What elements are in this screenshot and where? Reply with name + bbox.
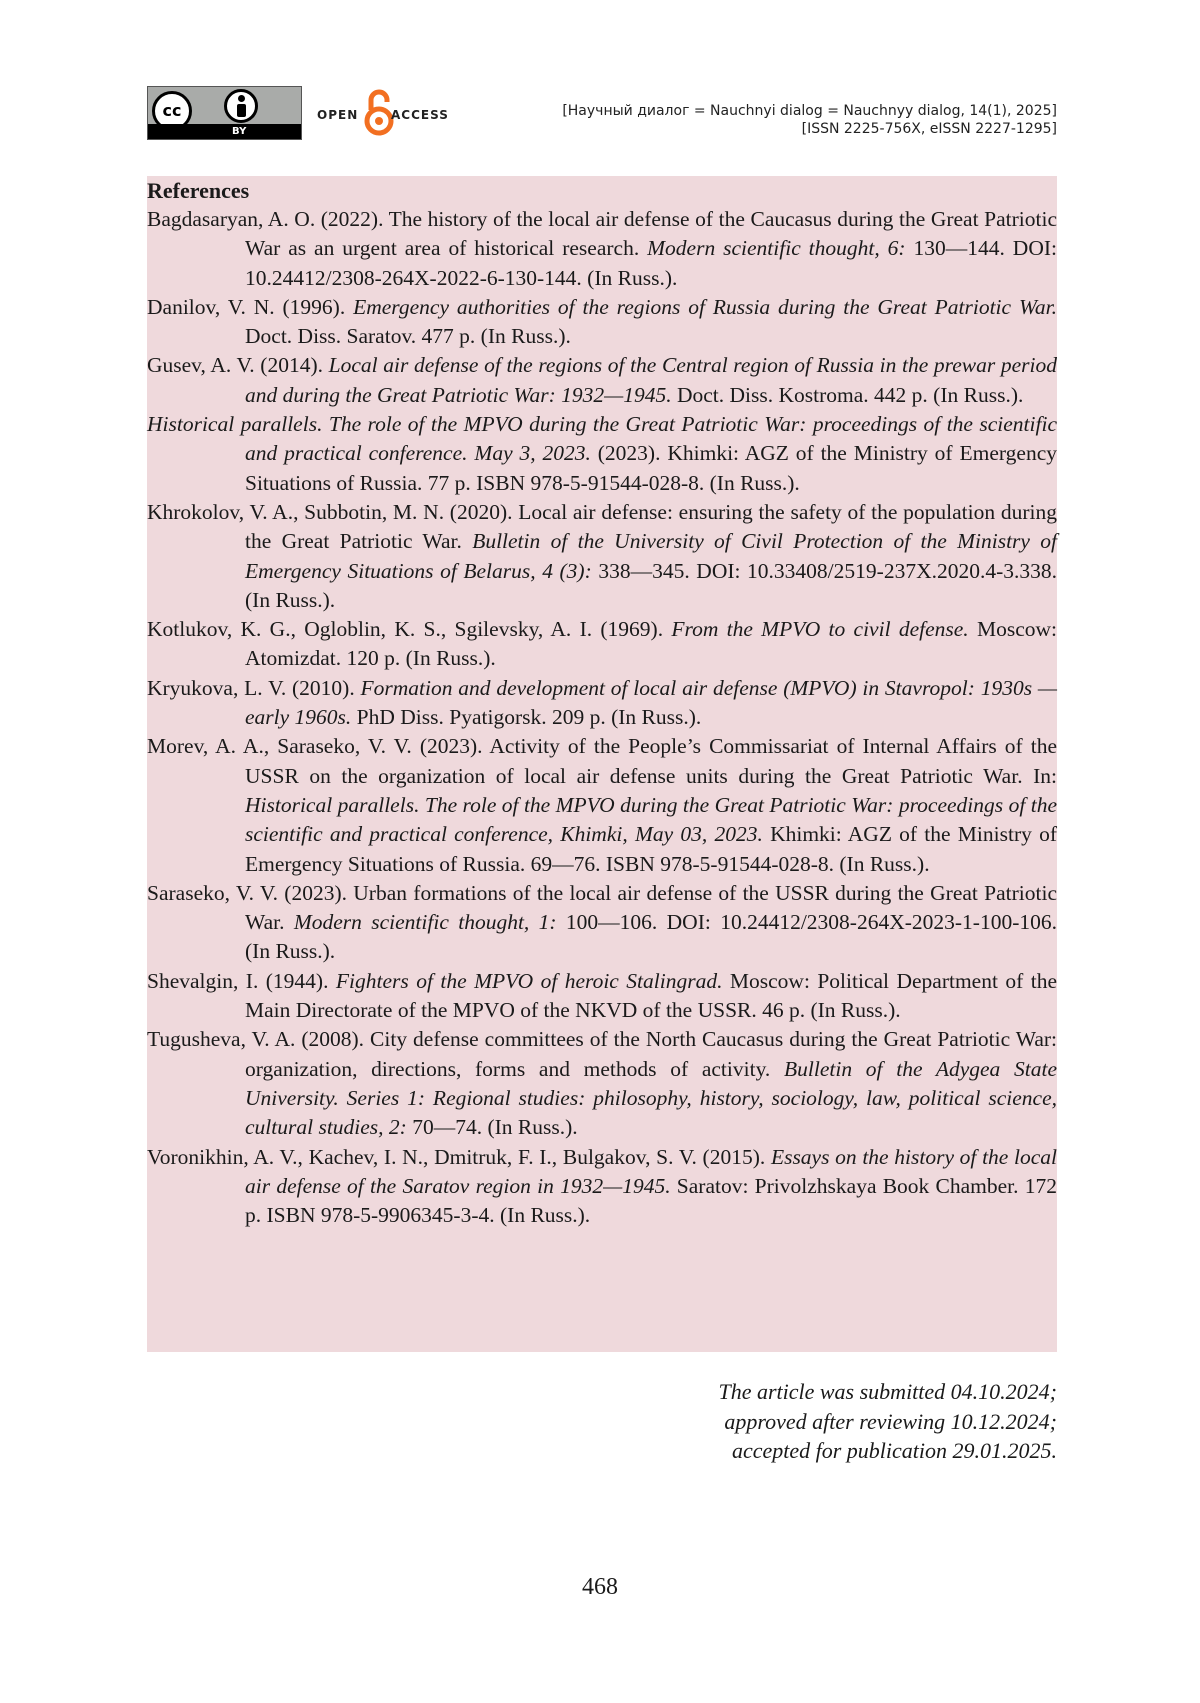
reference-text: Moscow: Atomizdat. 120 p. (In Russ.).	[245, 617, 1057, 671]
reference-title-italic: Fighters of the MPVO of heroic Stalingrad.	[335, 968, 723, 993]
reference-title-italic: Historical parallels. The role of the MPVO during the Great Patriotic War: proceedings of the scientific and practical conference. May 3, 2023.	[147, 412, 1057, 466]
reference-title-italic: Essays on the history of the local air defense of the Saratov region in 1932—1945.	[245, 1144, 1057, 1198]
reference-text: Moscow: Political Department of the Main Directorate of the MPVO of the NKVD of the USSR. 46 p. (In Russ.).	[245, 968, 1057, 1023]
open-access-logo[interactable]	[317, 86, 467, 140]
reference-text: 130—144. DOI: 10.24412/2308-264X-2022-6-130-144. (In Russ.).	[245, 236, 1057, 290]
reference-text: Doct. Diss. Saratov. 477 p. (In Russ.).	[245, 324, 571, 349]
reference-text: Kotlukov, K. G., Ogloblin, K. S., Sgilevsky, A. I. (1969).	[147, 617, 672, 642]
reference-text: (2023). Khimki: AGZ of the Ministry of Emergency Situations of Russia. 77 p. ISBN 978-5-91544-028-8. (In Russ.).	[245, 441, 1057, 495]
reference-item	[147, 410, 1057, 498]
reference-item	[147, 967, 1057, 1026]
page-header	[147, 86, 1057, 146]
reference-item	[147, 615, 1057, 674]
cc-by-license-badge[interactable]	[147, 86, 302, 140]
reference-text: Doct. Diss. Kostroma. 442 p. (In Russ.).	[671, 382, 1024, 407]
reference-text: Shevalgin, I. (1944).	[147, 968, 336, 993]
attribution-person-icon	[224, 89, 258, 123]
reference-title-italic: Modern scientific thought, 1:	[293, 910, 557, 935]
journal-citation	[562, 102, 1057, 138]
submission-dates	[718, 1377, 1057, 1466]
reference-item	[147, 498, 1057, 615]
open-access-access-label: ACCESS	[391, 108, 449, 122]
reference-item	[147, 674, 1057, 733]
page-number: 468	[582, 1574, 618, 1600]
references-section	[147, 176, 1057, 1352]
reference-text: Gusev, A. V. (2014).	[147, 353, 329, 378]
reference-item	[147, 1025, 1057, 1142]
reference-title-italic: Bulletin of the University of Civil Protection of the Ministry of Emergency Situations of Belarus, 4 (3):	[245, 529, 1057, 583]
reference-item	[147, 205, 1057, 293]
reference-item	[147, 879, 1057, 967]
reference-title-italic: Modern scientific thought, 6:	[647, 236, 906, 261]
reference-text: Danilov, V. N. (1996).	[147, 294, 354, 319]
by-label: BY	[232, 126, 247, 137]
reference-text: PhD Diss. Pyatigorsk. 209 p. (In Russ.).	[351, 705, 702, 730]
approved-date: approved after reviewing 10.12.2024;	[724, 1408, 1057, 1434]
reference-title-italic: Historical parallels. The role of the MPVO during the Great Patriotic War: proceedings of the scientific and practical conference, Khimki, May 03, 2023.	[245, 792, 1057, 847]
reference-title-italic: Bulletin of the Adygea State University. Series 1: Regional studies: philosophy, history, sociology, law, political science, cultural studies, 2:	[245, 1056, 1057, 1140]
reference-item	[147, 293, 1057, 352]
submitted-date: The article was submitted 04.10.2024;	[718, 1379, 1057, 1404]
reference-text: Tugusheva, V. A. (2008). City defense committees of the North Caucasus during the Great Patriotic War: organization, directions, forms and methods of activity.	[147, 1027, 1057, 1081]
reference-text: Morev, A. A., Saraseko, V. V. (2023). Activity of the People’s Commissariat of Internal Affairs of the USSR on the organization of local air defense units during the Great Patriotic War. In:	[147, 734, 1057, 788]
reference-text: Khrokolov, V. A., Subbotin, M. N. (2020). Local air defense: ensuring the safety of the population during the Great Patriotic War.	[147, 499, 1057, 554]
journal-line: [Научный диалог = Nauchnyi dialog = Nauchnyy dialog, 14(1), 2025]	[562, 103, 1057, 119]
reference-text: Voronikhin, A. V., Kachev, I. N., Dmitruk, F. I., Bulgakov, S. V. (2015).	[147, 1144, 771, 1169]
accepted-date: accepted for publication 29.01.2025.	[731, 1438, 1057, 1463]
reference-text: 338—345. DOI: 10.33408/2519-237X.2020.4-3.338. (In Russ.).	[245, 558, 1057, 612]
reference-text: Kryukova, L. V. (2010).	[147, 675, 361, 700]
cc-icon: cc	[152, 91, 192, 131]
reference-title-italic: From the MPVO to civil defense.	[671, 617, 969, 642]
reference-title-italic: Local air defense of the regions of the Central region of Russia in the prewar period and during the Great Patriotic War: 1932—1945.	[245, 353, 1057, 407]
references-heading: References	[147, 178, 250, 203]
reference-title-italic: Emergency authorities of the regions of Russia during the Great Patriotic War.	[353, 294, 1057, 319]
reference-text: Bagdasaryan, A. O. (2022). The history of the local air defense of the Caucasus during the Great Patriotic War as an urgent area of historical research.	[147, 207, 1057, 261]
reference-item	[147, 732, 1057, 878]
reference-item	[147, 1143, 1057, 1231]
by-strip	[148, 124, 301, 139]
reference-item	[147, 351, 1057, 410]
issn-line: [ISSN 2225-756X, eISSN 2227-1295]	[801, 121, 1057, 137]
reference-text: Saraseko, V. V. (2023). Urban formations of the local air defense of the USSR during the Great Patriotic War.	[147, 880, 1057, 935]
reference-text: Khimki: AGZ of the Ministry of Emergency Situations of Russia. 69—76. ISBN 978-5-91544-028-8. (In Russ.).	[245, 822, 1057, 876]
reference-text: Saratov: Privolzhskaya Book Chamber. 172 p. ISBN 978-5-9906345-3-4. (In Russ.).	[245, 1173, 1058, 1228]
reference-text: 100—106. DOI: 10.24412/2308-264X-2023-1-100-106. (In Russ.).	[245, 910, 1057, 964]
reference-title-italic: Formation and development of local air defense (MPVO) in Stavropol: 1930s — early 1960s.	[245, 675, 1057, 730]
references-list	[147, 205, 1057, 1230]
reference-text: 70—74. (In Russ.).	[406, 1115, 578, 1140]
open-access-open-label: OPEN	[317, 108, 359, 122]
